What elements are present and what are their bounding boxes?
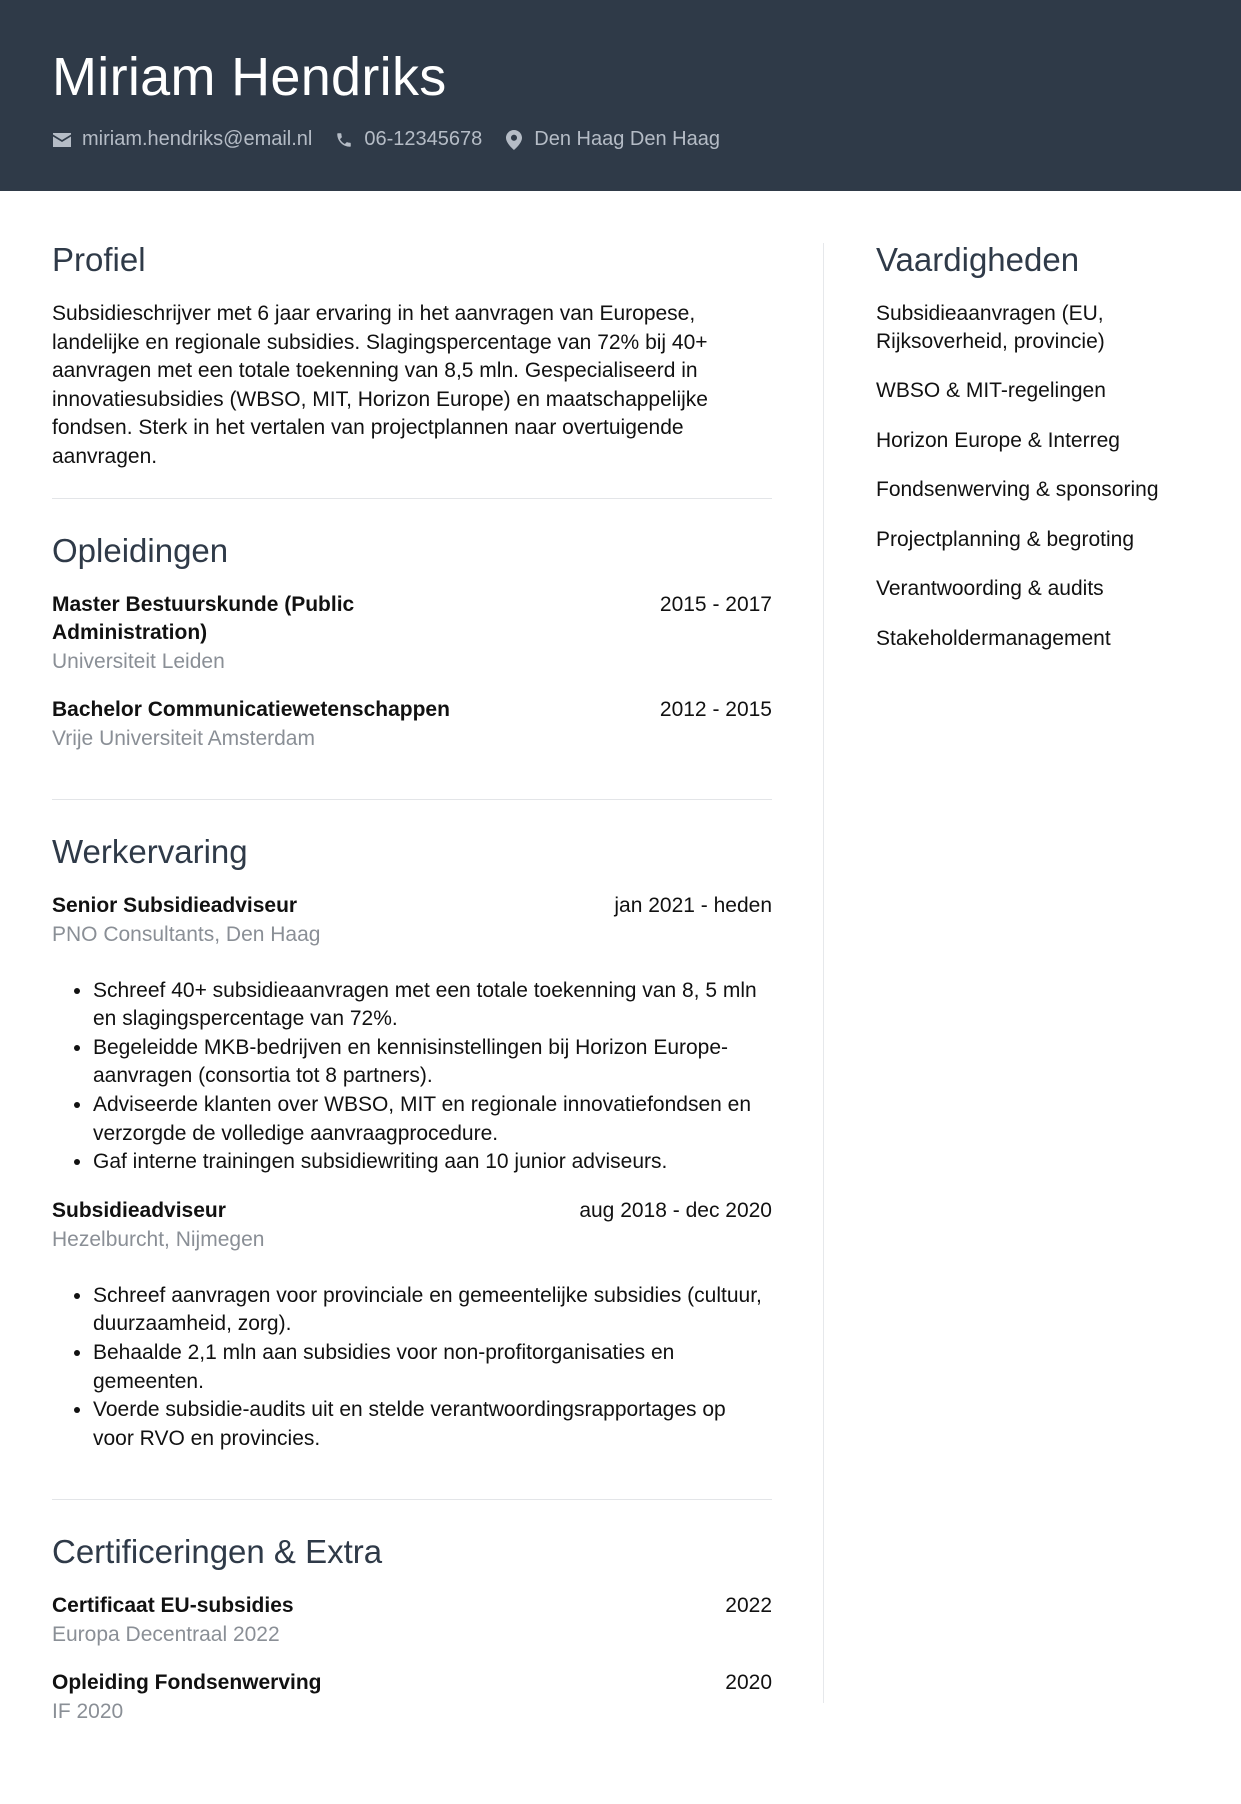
column-divider	[823, 243, 824, 1703]
certification-issuer: Europa Decentraal 2022	[52, 1623, 280, 1647]
entry-date: 2020	[725, 1671, 772, 1695]
job-bullets	[52, 977, 772, 1177]
school-name: Universiteit Leiden	[52, 649, 225, 673]
company-name: Hezelburcht, Nijmegen	[52, 1227, 265, 1251]
bullet-item: • Behaalde 2,1 mln aan subsidies voor non-profitorganisaties en gemeenten.	[93, 1339, 772, 1396]
email-text: miriam.hendriks@email.nl	[82, 128, 313, 150]
location-pin-icon	[504, 130, 524, 150]
skill-item: Projectplanning & begroting	[876, 527, 1135, 551]
phone-text: 06-12345678	[364, 128, 483, 150]
company-name: PNO Consultants, Den Haag	[52, 922, 321, 946]
certification-name: Certificaat EU-subsidies	[52, 1594, 294, 1618]
resume-header	[0, 0, 1241, 191]
bullet-item: • Schreef aanvragen voor provinciale en gemeentelijke subsidies (cultuur, duurzaamheid, zorg).	[93, 1282, 772, 1339]
education-section	[52, 531, 772, 800]
degree-title: Master Bestuurskunde (Public Administration)	[52, 592, 355, 644]
entry-date: 2012 - 2015	[659, 697, 772, 721]
school-name: Vrije Universiteit Amsterdam	[52, 726, 315, 750]
bullet-item: • Voerde subsidie-audits uit en stelde verantwoordingsrapportages op voor RVO en provincies.	[93, 1396, 772, 1453]
contact-email[interactable]	[52, 128, 312, 151]
degree-title: Bachelor Communicatiewetenschappen	[52, 697, 450, 721]
bullet-item: • Begeleidde MKB-bedrijven en kennisinstellingen bij Horizon Europe-aanvragen (consortia tot 8 partners).	[93, 1034, 772, 1091]
entry-date: aug 2018 - dec 2020	[579, 1198, 772, 1222]
skill-item: Horizon Europe & Interreg	[876, 428, 1120, 452]
skill-item: Verantwoording & audits	[876, 577, 1104, 600]
bullet-item: • Adviseerde klanten over WBSO, MIT en regionale innovatiefondsen en verzorgde de volledige aanvraagprocedure.	[93, 1091, 772, 1148]
entry-date: 2022	[725, 1594, 772, 1618]
job-title: Subsidieadviseur	[52, 1198, 226, 1222]
certification-issuer: IF 2020	[52, 1700, 124, 1724]
contact-phone[interactable]	[334, 128, 482, 151]
profile-section	[52, 240, 772, 499]
certification-entry	[52, 1592, 772, 1649]
bullet-item: • Schreef 40+ subsidieaanvragen met een totale toekenning van 8, 5 mln en slagingspercentage van 72%.	[93, 977, 772, 1034]
certifications-section	[52, 1532, 772, 1772]
candidate-name: Miriam Hendriks	[52, 47, 447, 107]
work-entry	[52, 1197, 772, 1454]
contact-row	[52, 128, 1189, 151]
skill-item: Fondsenwerving & sponsoring	[876, 478, 1159, 501]
section-title: Profiel	[52, 241, 146, 278]
profile-text: Subsidieschrijver met 6 jaar ervaring in het aanvragen van Europese, landelijke en regionale subsidies. Slagingspercentage van 72% bij 40+ aanvragen met een totale toekenning van 8,5 mln. Gespecialiseerd in innovatiesubsidies (WBSO, MIT, Horizon Europe) en maatschappelijke fondsen. Sterk in het vertalen van projectplannen naar overtuigende aanvragen.	[52, 302, 708, 468]
section-title: Certificeringen & Extra	[52, 1533, 383, 1571]
skill-item: WBSO & MIT-regelingen	[876, 379, 1106, 402]
job-bullets	[52, 1282, 772, 1454]
sidebar-column	[876, 240, 1206, 674]
entry-date: 2015 - 2017	[659, 592, 772, 616]
entry-date: jan 2021 - heden	[614, 893, 772, 917]
section-title: Vaardigheden	[876, 241, 1080, 278]
certification-name: Opleiding Fondsenwerving	[52, 1671, 322, 1695]
certification-entry	[52, 1669, 772, 1726]
contact-location	[504, 128, 720, 151]
work-entry	[52, 892, 772, 1177]
skill-item: Stakeholdermanagement	[876, 626, 1111, 650]
phone-icon	[334, 130, 354, 150]
job-title: Senior Subsidieadviseur	[52, 893, 298, 917]
location-text: Den Haag Den Haag	[534, 128, 720, 150]
education-entry	[52, 591, 772, 676]
main-column	[52, 240, 772, 1804]
envelope-icon	[52, 130, 72, 150]
section-title: Opleidingen	[52, 531, 229, 569]
bullet-item: • Gaf interne trainingen subsidiewriting aan 10 junior adviseurs.	[93, 1148, 772, 1177]
skill-item: Subsidieaanvragen (EU, Rijksoverheid, provincie)	[876, 302, 1105, 353]
work-section	[52, 832, 772, 1501]
education-entry	[52, 696, 772, 753]
section-title: Werkervaring	[52, 832, 248, 870]
